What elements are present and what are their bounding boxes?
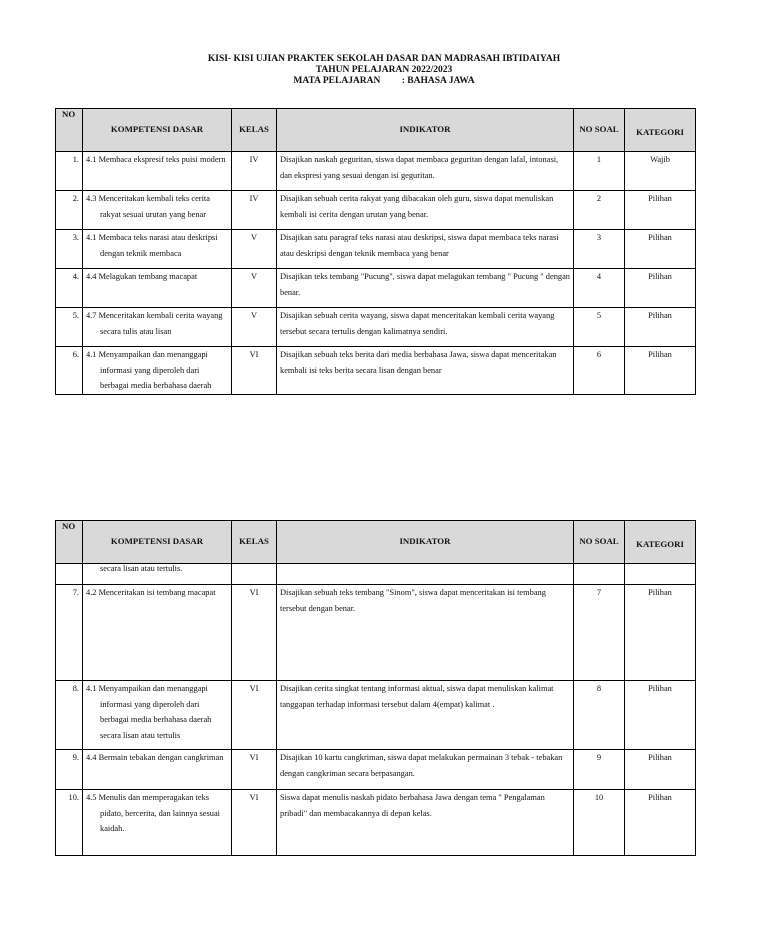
row-kompetensi — [83, 790, 232, 856]
row-no: 2. — [56, 191, 83, 230]
row-no-soal: 3 — [574, 230, 625, 269]
row-no: 8. — [56, 681, 83, 750]
doc-title: KISI- KISI UJIAN PRAKTEK SEKOLAH DASAR DAN MADRASAH IBTIDAIYAH — [207, 54, 561, 64]
row-kompetensi-continuation: secara lisan atau tertulis. — [83, 564, 232, 585]
row-indikator: Siswa dapat menulis naskah pidato berbahasa Jawa dengan tema " Pengalaman pribadi" dan membacakannya di depan kelas. — [277, 790, 574, 856]
row-kompetensi — [83, 191, 232, 230]
kd-text: 4.1 Membaca teks narasi atau deskripsi dengan teknik membaca — [86, 233, 218, 258]
row-indikator: Disajikan teks tembang "Pucung", siswa dapat melagukan tembang " Pucung " dengan benar. — [277, 269, 574, 308]
row-no: 3. — [56, 230, 83, 269]
row-indikator: Disajikan sebuah teks berita dari media berbahasa Jawa, siswa dapat menceritakan kembali isi teks berita secara lisan dengan benar — [277, 347, 574, 395]
table-header-row — [56, 521, 696, 564]
col-header-no-soal: NO SOAL — [574, 521, 625, 564]
row-no-soal: 6 — [574, 347, 625, 395]
row-kompetensi — [83, 308, 232, 347]
row-indikator: Disajikan cerita singkat tentang informasi aktual, siswa dapat menuliskan kalimat tanggapan terhadap informasi tersebut dalam 4(empat) kalimat . — [277, 681, 574, 750]
col-header-no: NO — [56, 521, 83, 564]
col-header-no-soal: NO SOAL — [574, 109, 625, 152]
row-kompetensi — [83, 681, 232, 750]
row-kategori: Pilihan — [625, 681, 696, 750]
table-header-row — [56, 109, 696, 152]
row-no-soal: 2 — [574, 191, 625, 230]
row-kategori: Pilihan — [625, 308, 696, 347]
row-no-soal: 10 — [574, 790, 625, 856]
kd-text: 4.1 Membaca ekspresif teks puisi modern — [86, 155, 226, 164]
col-header-kategori: KATEGORI — [625, 109, 696, 152]
row-kelas: VI — [232, 585, 277, 681]
row-kompetensi — [83, 347, 232, 395]
row-kelas: VI — [232, 790, 277, 856]
row-kategori: Pilihan — [625, 750, 696, 790]
kd-text: 4.4 Melagukan tembang macapat — [86, 272, 198, 281]
row-kategori: Pilihan — [625, 230, 696, 269]
row-no: 6. — [56, 347, 83, 395]
row-kategori: Pilihan — [625, 347, 696, 395]
table-row — [56, 750, 696, 790]
row-no-soal: 8 — [574, 681, 625, 750]
row-no: 7. — [56, 585, 83, 681]
kd-text: 4.5 Menulis dan memperagakan teks pidato, bercerita, dan lainnya sesuai kaidah. — [86, 793, 220, 833]
row-kategori: Pilihan — [625, 191, 696, 230]
kd-text: 4.1 Menyampaikan dan menanggapi informasi yang diperoleh dari berbagai media berbahasa daerah — [86, 350, 212, 390]
document-header — [0, 54, 768, 87]
row-indikator: Disajikan 10 kartu cangkriman, siswa dapat melakukan permainan 3 tebak - tebakan dengan cangkriman secara berpasangan. — [277, 750, 574, 790]
col-header-no: NO — [56, 109, 83, 152]
row-no: 4. — [56, 269, 83, 308]
row-kelas: VI — [232, 347, 277, 395]
row-kompetensi — [83, 269, 232, 308]
table-row — [56, 191, 696, 230]
table-row — [56, 347, 696, 395]
row-kelas: V — [232, 269, 277, 308]
kd-text: 4.2 Menceritakan isi tembang macapat — [86, 588, 216, 597]
table-row — [56, 790, 696, 856]
table-row-continuation — [56, 564, 696, 585]
row-kelas: V — [232, 308, 277, 347]
row-no: 10. — [56, 790, 83, 856]
row-kelas: VI — [232, 681, 277, 750]
row-kompetensi — [83, 585, 232, 681]
row-kategori: Wajib — [625, 152, 696, 191]
row-kelas — [232, 564, 277, 585]
row-no: 5. — [56, 308, 83, 347]
row-kelas: IV — [232, 191, 277, 230]
kd-text: 4.1 Menyampaikan dan menanggapi informasi yang diperoleh dari berbagai media berbahasa daerah secara lisan atau tertulis — [86, 684, 212, 740]
col-header-kategori: KATEGORI — [625, 521, 696, 564]
kd-text: 4.3 Menceritakan kembali teks cerita rakyat sesuai urutan yang benar — [86, 194, 210, 219]
row-no-soal — [574, 564, 625, 585]
row-kategori: Pilihan — [625, 585, 696, 681]
doc-subject: MATA PELAJARAN : BAHASA JAWA — [293, 76, 475, 86]
row-indikator: Disajikan sebuah cerita wayang, siswa dapat menceritakan kembali cerita wayang tersebut secara tertulis dengan kalimatnya sendiri. — [277, 308, 574, 347]
row-indikator: Disajikan sebuah teks tembang "Sinom", siswa dapat menceritakan isi tembang tersebut dengan benar. — [277, 585, 574, 681]
row-kelas: VI — [232, 750, 277, 790]
row-no: 9. — [56, 750, 83, 790]
kd-text: 4.7 Menceritakan kembali cerita wayang secara tulis atau lisan — [86, 311, 223, 336]
col-header-kelas: KELAS — [232, 109, 277, 152]
row-kelas: IV — [232, 152, 277, 191]
row-kompetensi — [83, 230, 232, 269]
row-kategori: Pilihan — [625, 269, 696, 308]
table-row — [56, 585, 696, 681]
col-header-kelas: KELAS — [232, 521, 277, 564]
row-no — [56, 564, 83, 585]
row-indikator — [277, 564, 574, 585]
row-kelas: V — [232, 230, 277, 269]
row-no-soal: 7 — [574, 585, 625, 681]
row-no-soal: 1 — [574, 152, 625, 191]
row-kategori: Pilihan — [625, 790, 696, 856]
row-no-soal: 4 — [574, 269, 625, 308]
doc-year: TAHUN PELAJARAN 2022/2023 — [315, 65, 453, 75]
row-kompetensi — [83, 750, 232, 790]
row-no: 1. — [56, 152, 83, 191]
kd-text: 4.4 Bermain tebakan dengan cangkriman — [86, 753, 224, 762]
row-indikator: Disajikan sebuah cerita rakyat yang dibacakan oleh guru, siswa dapat menuliskan kembali isi cerita dengan urutan yang benar. — [277, 191, 574, 230]
kisi-table-1 — [55, 108, 696, 395]
row-indikator: Disajikan naskah geguritan, siswa dapat membaca geguritan dengan lafal, intonasi, dan ekspresi yang sesuai dengan isi geguritan. — [277, 152, 574, 191]
col-header-kompetensi: KOMPETENSI DASAR — [83, 521, 232, 564]
table-row — [56, 152, 696, 191]
row-kompetensi — [83, 152, 232, 191]
table-row — [56, 269, 696, 308]
kisi-table-2 — [55, 520, 696, 856]
row-kategori — [625, 564, 696, 585]
table-row — [56, 681, 696, 750]
col-header-indikator: INDIKATOR — [277, 109, 574, 152]
table-row — [56, 308, 696, 347]
row-indikator: Disajikan satu paragraf teks narasi atau deskripsi, siswa dapat membaca teks narasi atau deskripsi dengan teknik membaca yang benar — [277, 230, 574, 269]
col-header-indikator: INDIKATOR — [277, 521, 574, 564]
table-row — [56, 230, 696, 269]
row-no-soal: 9 — [574, 750, 625, 790]
row-no-soal: 5 — [574, 308, 625, 347]
col-header-kompetensi: KOMPETENSI DASAR — [83, 109, 232, 152]
